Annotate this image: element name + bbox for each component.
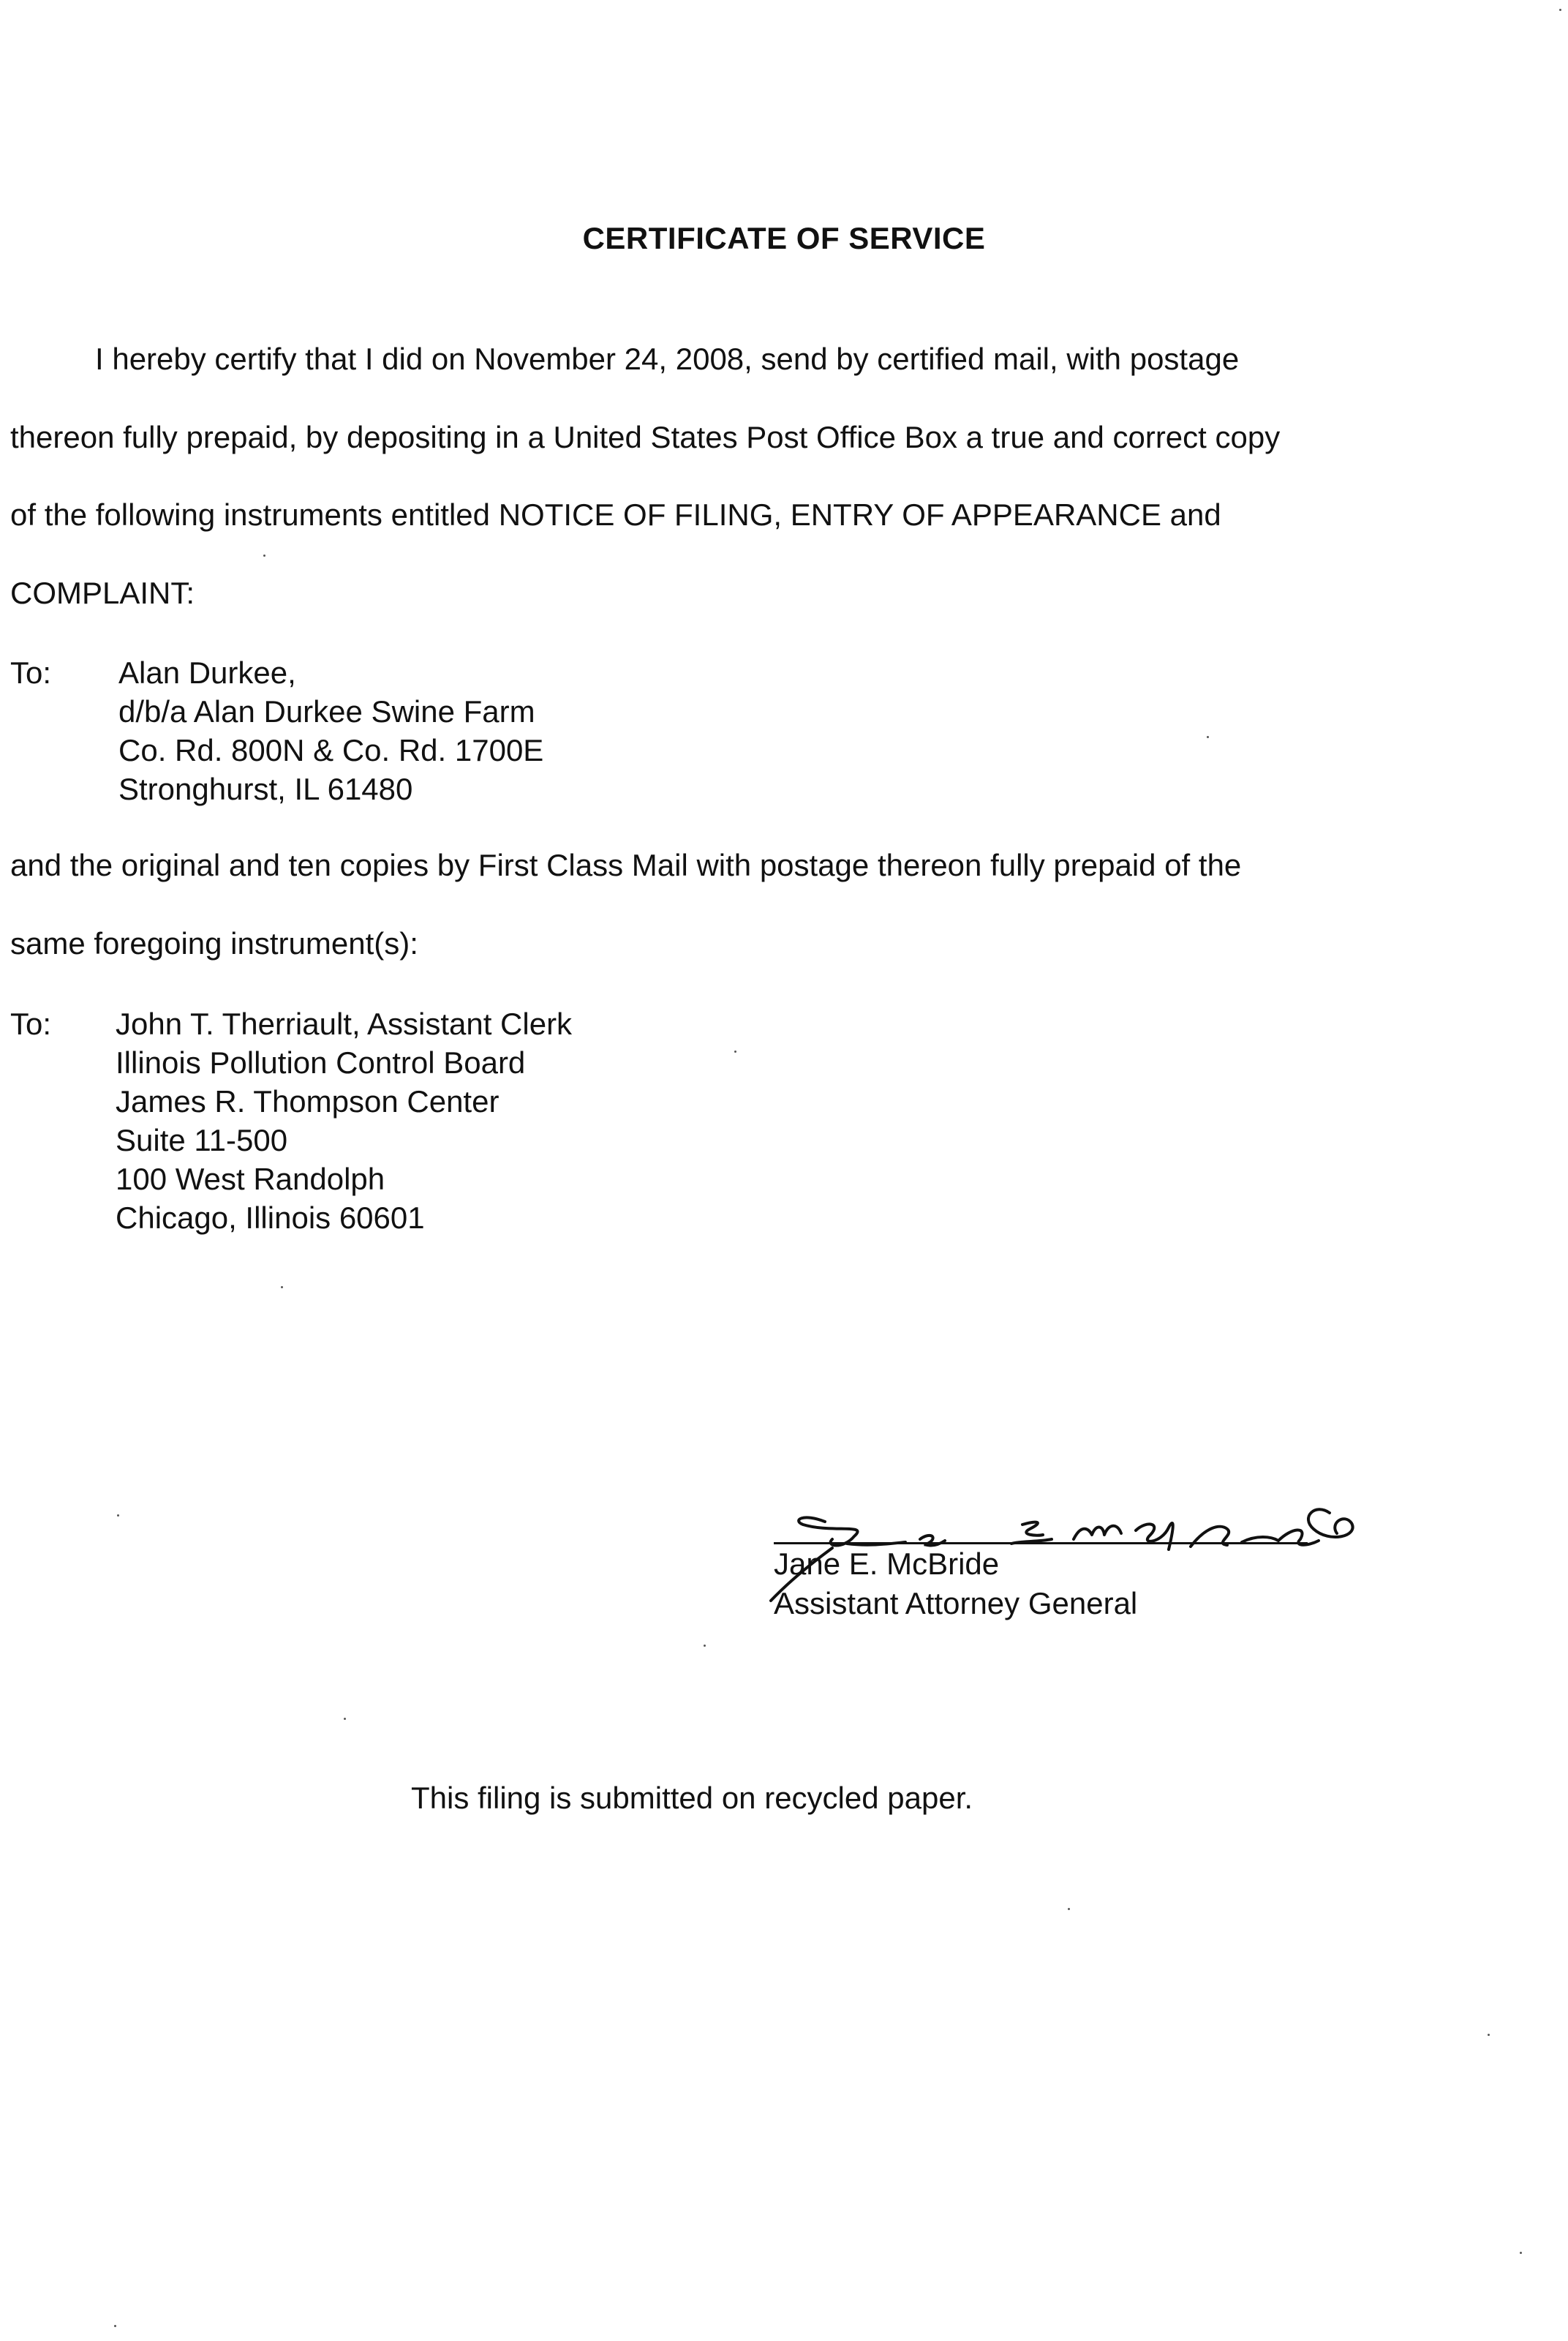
scan-speck: [704, 1645, 706, 1647]
scan-speck: [734, 1051, 736, 1053]
paragraph-1-line-2: thereon fully prepaid, by depositing in a United States Post Office Box a true and correct copy: [10, 420, 1281, 454]
scan-speck: [1520, 2252, 1522, 2254]
paragraph-1-line-3: of the following instruments entitled NOTICE OF FILING, ENTRY OF APPEARANCE and: [10, 497, 1221, 532]
document-title: CERTIFICATE OF SERVICE: [582, 221, 986, 255]
paragraph-2-line-2: same foregoing instrument(s):: [10, 926, 418, 961]
address-line: James R. Thompson Center: [116, 1084, 500, 1119]
scan-speck: [1068, 1908, 1070, 1910]
scan-speck: [117, 1514, 119, 1517]
signatory-title: Assistant Attorney General: [774, 1586, 1138, 1620]
scan-speck: [344, 1718, 346, 1720]
scan-speck: [263, 555, 265, 557]
address-line: John T. Therriault, Assistant Clerk: [116, 1007, 573, 1041]
scan-speck: [281, 1286, 283, 1288]
address-line: 100 West Randolph: [116, 1162, 385, 1196]
recipient-1-to-label: To:: [10, 655, 52, 690]
scan-speck: [114, 2325, 116, 2327]
recipient-2-address: [116, 1004, 572, 1237]
paragraph-1-line-4: COMPLAINT:: [10, 576, 195, 610]
address-line: Chicago, Illinois 60601: [116, 1200, 425, 1235]
address-line: Illinois Pollution Control Board: [116, 1045, 526, 1080]
address-line: Stronghurst, IL 61480: [118, 772, 413, 806]
address-line: Suite 11-500: [116, 1123, 288, 1157]
scan-speck: [1488, 2034, 1490, 2036]
address-line: Alan Durkee,: [118, 655, 296, 690]
signatory-name: Jane E. McBride: [774, 1547, 1000, 1581]
signature-line: [774, 1542, 1308, 1544]
scan-speck: [1559, 9, 1561, 11]
recycled-paper-note: This filing is submitted on recycled paper.: [411, 1781, 973, 1815]
recipient-2-to-label: To:: [10, 1007, 52, 1041]
paragraph-1-line-1: I hereby certify that I did on November 24, 2008, send by certified mail, with postage: [95, 342, 1240, 376]
paragraph-2-line-1: and the original and ten copies by First Class Mail with postage thereon fully prepaid of the: [10, 848, 1242, 882]
address-line: Co. Rd. 800N & Co. Rd. 1700E: [118, 733, 544, 767]
scan-speck: [1207, 736, 1209, 738]
recipient-1-address: [118, 653, 543, 808]
address-line: d/b/a Alan Durkee Swine Farm: [118, 694, 535, 729]
